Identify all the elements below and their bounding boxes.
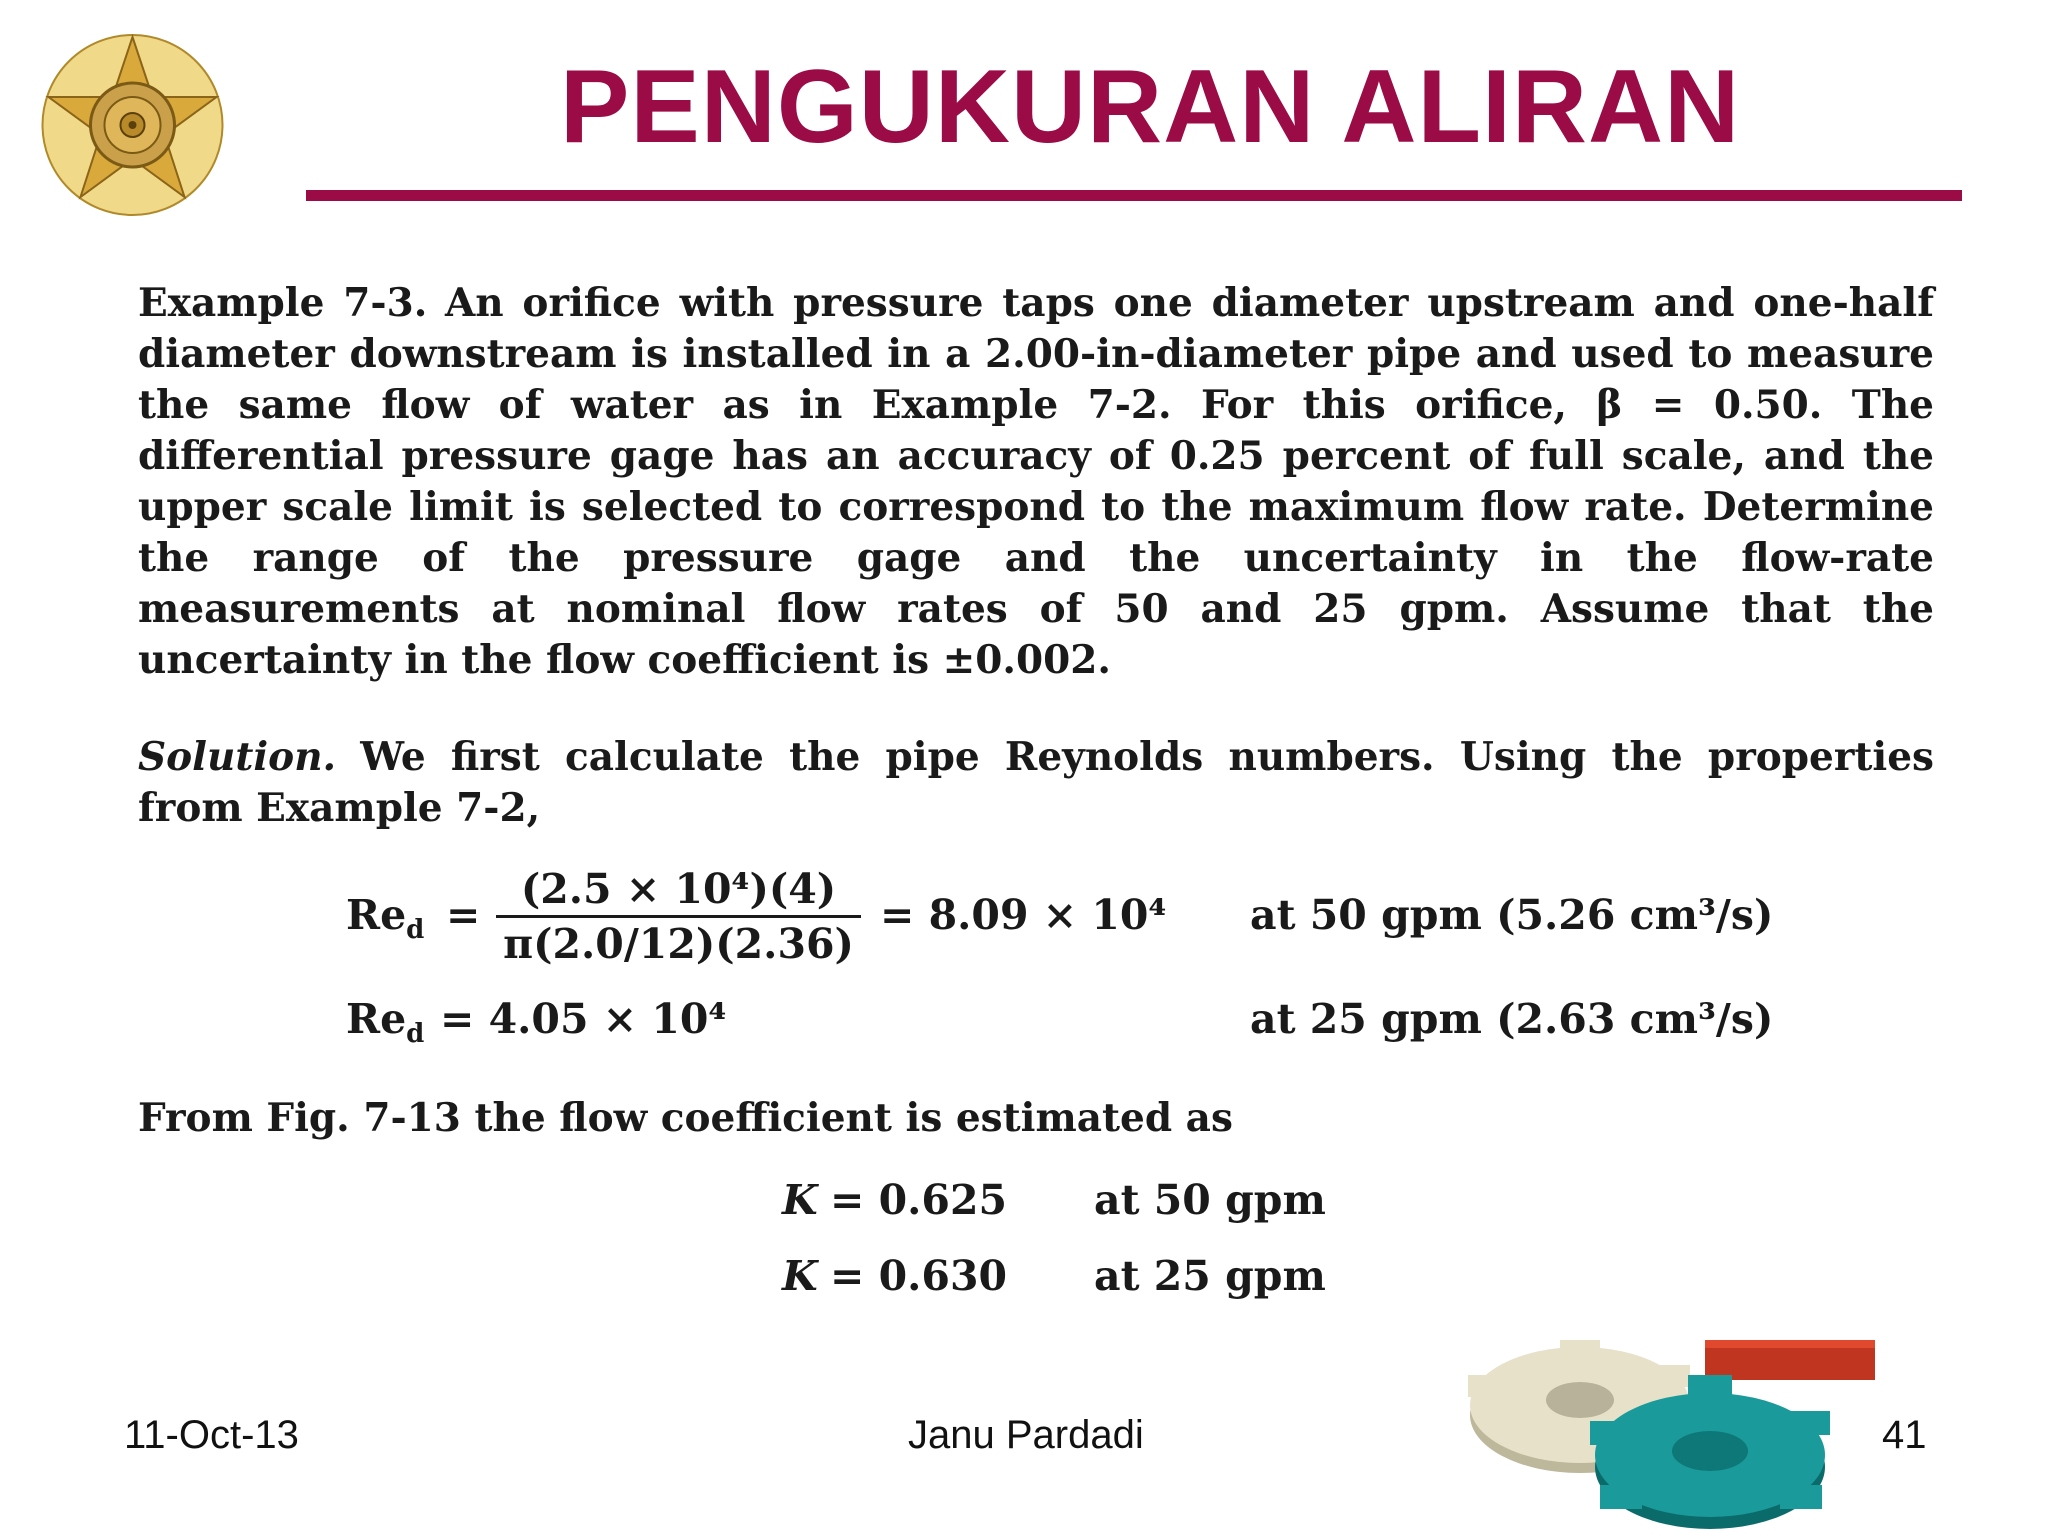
coef-row-2-value: = 0.630 xyxy=(830,1252,1008,1300)
footer-page-number: 41 xyxy=(1882,1413,1927,1457)
solution-paragraph xyxy=(138,732,1934,834)
re1-fraction xyxy=(496,865,861,968)
re1-result: = 8.09 × 10⁴ xyxy=(880,891,1167,939)
footer-author: Janu Pardadi xyxy=(908,1413,1144,1457)
solution-text: We first calculate the pipe Reynolds numbers. Using the properties from Example 7-2, xyxy=(138,734,1934,831)
re1-denominator: π(2.0/12)(2.36) xyxy=(503,920,854,968)
footer-date: 11-Oct-13 xyxy=(124,1413,299,1457)
coef-row-1-cond: at 50 gpm xyxy=(1094,1176,1326,1224)
example-paragraph xyxy=(138,278,1934,686)
re2-lhs: $Re_d$ xyxy=(346,995,425,1050)
re1-condition: at 50 gpm (5.26 cm³/s) xyxy=(1250,891,1774,939)
fig-paragraph: From Fig. 7-13 the flow coefficient is estimated as xyxy=(138,1095,1233,1141)
coef-row-2-cond: at 25 gpm xyxy=(1094,1252,1326,1300)
university-logo-icon xyxy=(30,25,235,225)
re1-numerator: (2.5 × 10⁴)(4) xyxy=(496,865,861,918)
example-label: Example 7-3. xyxy=(138,280,428,326)
coef-row-1-value: = 0.625 xyxy=(830,1176,1008,1224)
re2-result: = 4.05 × 10⁴ xyxy=(440,995,727,1043)
example-text: An orifice with pressure taps one diameter upstream and one-half diameter downstream is installed in a 2.00-in-diameter pipe and used to measure the same flow of water as in Example 7-2. For this orifice, β = 0.50. The differential pressure gage has an accuracy of 0.25 percent of full scale, and the upper scale limit is selected to correspond to the maximum flow rate. Determine the range of the pressure gage and the uncertainty in the flow-rate measurements at nominal flow rates of 50 and 25 gpm. Assume that the uncertainty in the flow coefficient is ±0.002. xyxy=(138,280,1934,683)
title-underline xyxy=(306,190,1962,201)
gears-icon xyxy=(1430,1340,1890,1530)
re1-equals: = xyxy=(446,891,481,939)
re2-condition: at 25 gpm (2.63 cm³/s) xyxy=(1250,995,1774,1043)
solution-label: Solution. xyxy=(138,734,337,780)
coef-row-1-lhs: K xyxy=(782,1176,818,1224)
coef-row-2-lhs: K xyxy=(782,1252,818,1300)
re1-lhs: $Re_d$ xyxy=(346,891,425,946)
slide-title: PENGUKURAN ALIRAN xyxy=(560,49,1741,165)
